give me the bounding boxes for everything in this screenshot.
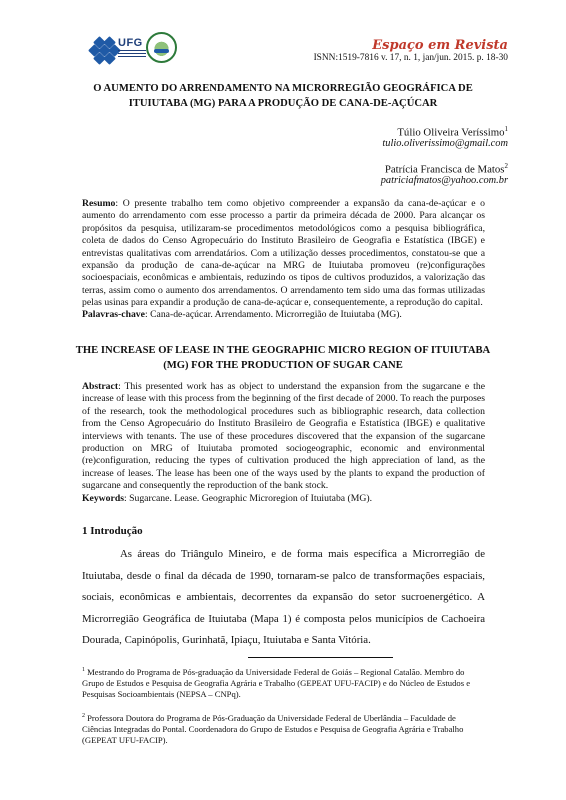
palavras-chave-label: Palavras-chave [82,309,145,320]
footnote-2 [82,711,485,746]
footnote-1-mark: 1 [82,667,85,673]
abstract-text: : This presented work has as object to understand the expansion from the sugarcane e the increase of lease with this process from the beginning of the first decade of 2000. To reach the purposes of the research, took the methodological procedures such as bibliographic research, data collection from the Censo Agropecuário do Instituto Brasileiro de Geografia e Estatística (IBGE) e qualitative interviews with tenants. The use of these procedures discovered that the expansion of the sugarcane production on MRG of Ituiutaba promoted sociogeographic, economic and environmental (re)configuration, reducing the types of cultivation produced the high appreciation of land, as the increase of leases. The lease has been one of the ways used by the plants to expand the production of sugarcane and consequently the reproduction of the bank stock. [82,381,485,492]
resumo-text: : O presente trabalho tem como objetivo compreender a expansão da cana-de-açúcar e o aumento do arrendamento com esse processo a partir da primeira década de 2000. Para alcançar os propósitos da pesquisa, utilizaram-se procedimentos metodológicos como a pesquisa bibliográfica, coleta de dados do Censo Agropecuário do Instituto Brasileiro de Geografia e Estatística (IBGE) e entrevistas qualitativas com arrendatários. Com a utilização desses procedimentos, constatou-se que a expansão da produção de cana-de-açúcar na MRG de Ituiutaba promoveu (re)configurações socioespaciais, econômicas e ambientais, reduzindo os tipos de cultivos produzidos, a valorização das terras, assim como o aumento dos arrendamentos. O arrendamento tem sido uma das formas utilizadas pelas usinas para expandir a produção de cana-de-açúcar e, consequentemente, a reprodução do capital. [82,198,485,309]
author-2-email: patriciafmatos@yahoo.com.br [380,175,508,186]
journal-emblem-icon [146,32,177,63]
journal-title: Espaço em Revista [372,38,508,53]
author-1-footnote-mark: 1 [504,125,508,133]
ufg-logo [93,36,147,62]
palavras-chave-text: : Cana-de-açúcar. Arrendamento. Microrregião de Ituiutaba (MG). [144,309,402,320]
intro-paragraph: As áreas do Triângulo Mineiro, e de forma mais específica a Microrregião de Ituiutaba, desde o final da década de 1990, tornaram-se palco de transformações espaciais, sociais, econômicas e ambientais, decorrentes da expansão do setor sucroenergético. A Microrregião Geográfica de Ituiutaba (Mapa 1) é composta pelos municípios de Cachoeira Dourada, Capinópolis, Gurinhatã, Ipiaçu, Ituiutaba e Santa Vitória. [82,548,485,646]
footnote-1 [82,665,485,700]
author-2-name: Patrícia Francisca de Matos [384,163,505,176]
footnote-2-mark: 2 [82,713,85,719]
abstract [82,381,485,493]
section-heading: 1 Introdução [82,525,143,537]
resumo-label: Resumo [82,198,116,209]
footnote-2-text: Professora Doutora do Programa de Pós-Graduação da Universidade Federal de Uberlândia – Faculdade de Ciências Integradas do Pontal. Coordenadora do Grupo de Estudos e Pesquisa de Geografia Agrária e Trabalho (GEPEAT UFU-FACIP). [82,712,464,746]
palavras-chave [82,309,485,321]
keywords [82,493,485,505]
issn-line: ISNN:1519-7816 v. 17, n. 1, jan/jun. 2015. p. 18-30 [313,53,508,63]
abstract-label: Abstract [82,381,119,392]
author-2-footnote-mark: 2 [504,162,508,170]
english-title: THE INCREASE OF LEASE IN THE GEOGRAPHIC MICRO REGION OF ITUIUTABA (MG) FOR THE PRODUCTION OF SUGAR CANE [75,345,491,371]
paper-title: O AUMENTO DO ARRENDAMENTO NA MICRORREGIÃO GEOGRÁFICA DE ITUIUTABA (MG) PARA A PRODUÇÃO DE CANA-DE-AÇÚCAR [93,83,473,109]
keywords-text: : Sugarcane. Lease. Geographic Microregion of Ituiutaba (MG). [123,493,372,504]
keywords-label: Keywords [82,493,124,504]
resumo [82,198,485,310]
ufg-logo-text: UFG [118,37,143,49]
author-1-email: tulio.oliverissimo@gmail.com [382,138,508,149]
footnote-1-text: Mestrando do Programa de Pós-graduação da Universidade Federal de Goiás – Regional Catalão. Membro do Grupo de Estudos e Pesquisa de Geografia Agrária e Trabalho (GEPEAT UFU-FACIP) e do Núcleo de Estudos e Pesquisas Socioambientais (NEPSA – CNPq). [82,666,471,700]
author-1-name: Túlio Oliveira Veríssimo [397,126,505,139]
footnote-divider [248,657,393,658]
